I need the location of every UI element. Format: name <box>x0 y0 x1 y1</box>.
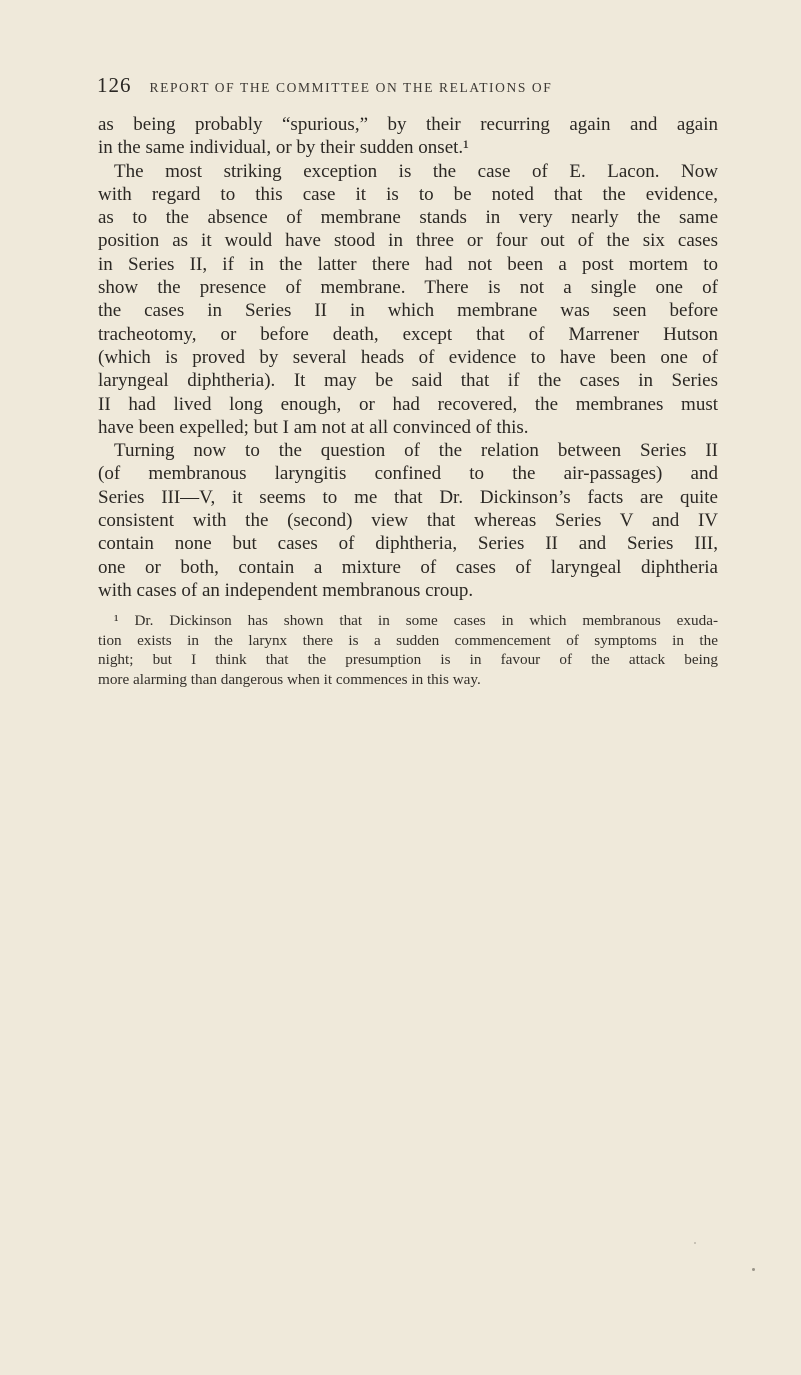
body-line: one or both, contain a mixture of cases of laryngeal diphtheria <box>98 556 718 578</box>
running-head-title: REPORT OF THE COMMITTEE ON THE RELATIONS OF <box>149 80 553 95</box>
body-line: as being probably “spurious,” by their recurring again and again <box>98 114 718 135</box>
body-line: in the same individual, or by their sudden onset.¹ <box>98 137 469 159</box>
body-line: contain none but cases of diphtheria, Series II and Series III, <box>98 533 718 555</box>
body-line: laryngeal diphtheria). It may be said that if the cases in Series <box>98 370 718 392</box>
body-line: II had lived long enough, or had recovered, the membranes must <box>98 393 718 415</box>
paper-speck <box>752 1268 755 1271</box>
body-line: show the presence of membrane. There is not a single one of <box>98 277 718 299</box>
body-line: consistent with the (second) view that whereas Series V and IV <box>98 510 718 532</box>
body-line: Series III—V, it seems to me that Dr. Dickinson’s facts are quite <box>98 486 718 508</box>
footnote-line: night; but I think that the presumption is in favour of the attack being <box>98 651 718 668</box>
body-line: The most striking exception is the case of E. Lacon. Now <box>114 160 718 182</box>
body-line: the cases in Series II in which membrane was seen before <box>98 300 718 322</box>
body-line: (which is proved by several heads of evidence to have been one of <box>98 346 718 368</box>
body-line: in Series II, if in the latter there had not been a post mortem to <box>98 253 718 275</box>
body-text <box>98 113 718 602</box>
body-line: Turning now to the question of the relation between Series II <box>114 440 718 462</box>
footnotes <box>98 611 718 689</box>
footnote-line: ¹ Dr. Dickinson has shown that in some cases in which membranous exuda- <box>114 612 718 629</box>
running-head <box>97 73 717 99</box>
body-line: have been expelled; but I am not at all convinced of this. <box>98 416 529 438</box>
body-line: with regard to this case it is to be noted that the evidence, <box>98 183 718 205</box>
paper-speck <box>694 1242 696 1244</box>
body-line: with cases of an independent membranous croup. <box>98 579 474 601</box>
body-line: tracheotomy, or before death, except that of Marrener Hutson <box>98 323 718 345</box>
body-line: position as it would have stood in three or four out of the six cases <box>98 230 718 252</box>
footnote-line: more alarming than dangerous when it commences in this way. <box>98 670 481 688</box>
body-line: (of membranous laryngitis confined to the air-passages) and <box>98 463 718 485</box>
page-number: 126 <box>97 73 132 97</box>
footnote-line: tion exists in the larynx there is a sudden commencement of symptoms in the <box>98 631 718 649</box>
body-line: as to the absence of membrane stands in very nearly the same <box>98 207 718 229</box>
